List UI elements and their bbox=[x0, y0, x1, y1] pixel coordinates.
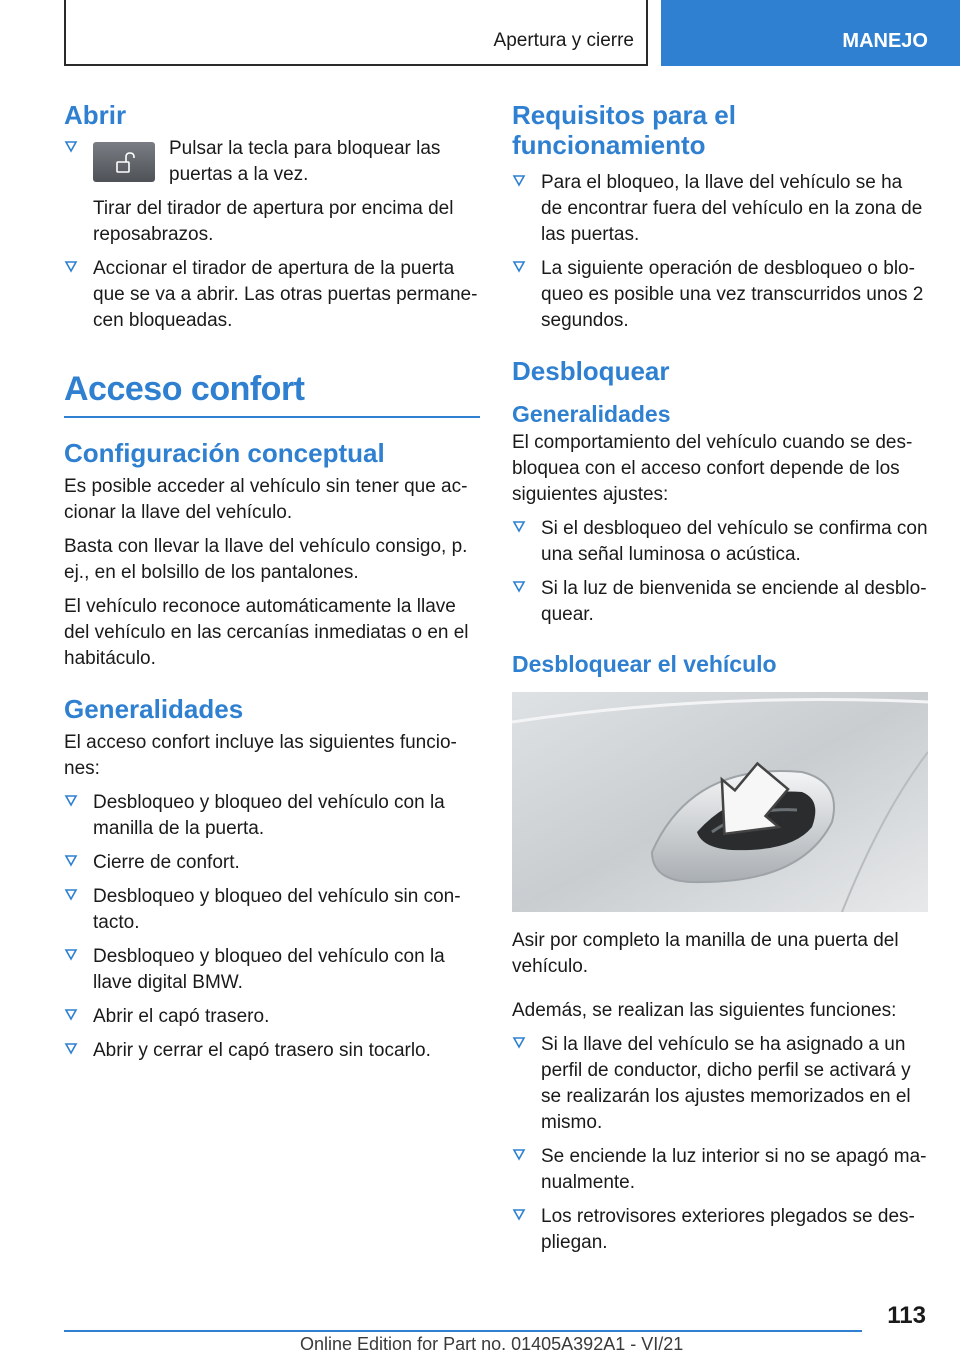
list-item-text: Si el desbloqueo del vehículo se confirma con una señal luminosa o acústica. bbox=[541, 518, 928, 565]
list-item-text: Si la llave del vehículo se ha asignado a un perfil de conductor, dicho perfil se activará y se realizarán los ajustes memorizados en el mismo. bbox=[541, 1034, 911, 1133]
list-item bbox=[64, 1004, 480, 1030]
triangle-bullet-icon bbox=[512, 259, 526, 273]
list-item bbox=[64, 944, 480, 996]
list-item bbox=[64, 850, 480, 876]
ademas-list bbox=[512, 1032, 928, 1256]
heading-desb-generalidades: Generalidades bbox=[512, 401, 671, 427]
list-item-text: Accionar el tirador de apertura de la puerta que se va a abrir. Las otras puertas permane‐cen bloqueadas. bbox=[93, 258, 478, 331]
list-item-text: Si la luz de bienvenida se enciende al desblo‐quear. bbox=[541, 578, 927, 625]
list-item bbox=[64, 1038, 480, 1064]
list-item-text: Desbloqueo y bloqueo del vehículo con la manilla de la puerta. bbox=[93, 792, 445, 839]
config-paragraph-2: Basta con llevar la llave del vehículo consigo, p. ej., en el bolsillo de los pantalones. bbox=[64, 536, 468, 583]
abrir-key-text: Pulsar la tecla para bloquear las puertas a la vez. bbox=[169, 138, 441, 185]
heading-generalidades: Generalidades bbox=[64, 694, 244, 724]
triangle-bullet-icon bbox=[64, 259, 78, 273]
photo-caption: Asir por completo la manilla de una puerta del vehículo. bbox=[512, 930, 899, 977]
list-item bbox=[64, 884, 480, 936]
page-number: 113 bbox=[887, 1302, 926, 1329]
list-item bbox=[512, 170, 928, 248]
list-item bbox=[512, 576, 928, 628]
triangle-bullet-icon bbox=[512, 173, 526, 187]
triangle-bullet-icon bbox=[64, 947, 78, 961]
triangle-bullet-icon bbox=[64, 793, 78, 807]
ademas-paragraph: Además, se realizan las siguientes funciones: bbox=[512, 1000, 897, 1021]
abrir-paragraph: Tirar del tirador de apertura por encima del reposabrazos. bbox=[93, 198, 454, 245]
list-item bbox=[512, 516, 928, 568]
triangle-bullet-icon bbox=[512, 579, 526, 593]
right-column bbox=[512, 100, 928, 1266]
door-handle-photo bbox=[512, 692, 928, 912]
header-chapter-box bbox=[661, 0, 960, 66]
list-item-text: Cierre de confort. bbox=[93, 852, 240, 873]
list-item bbox=[512, 1144, 928, 1196]
triangle-bullet-icon bbox=[64, 853, 78, 867]
list-item bbox=[64, 790, 480, 842]
triangle-bullet-icon bbox=[64, 1007, 78, 1021]
triangle-bullet-icon bbox=[64, 139, 78, 153]
config-paragraph-3: El vehículo reconoce automáticamente la llave del vehículo en las cercanías inmediatas o en el habitáculo. bbox=[64, 596, 469, 669]
list-item bbox=[512, 1032, 928, 1136]
triangle-bullet-icon bbox=[512, 1147, 526, 1161]
list-item bbox=[512, 256, 928, 334]
list-item bbox=[64, 256, 480, 334]
list-item-text: Los retrovisores exteriores plegados se des‐pliegan. bbox=[541, 1206, 915, 1253]
general-list bbox=[64, 790, 480, 1064]
unlock-button-icon bbox=[93, 142, 155, 182]
general-paragraph: El acceso confort incluye las siguientes funcio‐nes: bbox=[64, 732, 457, 779]
triangle-bullet-icon bbox=[512, 1035, 526, 1049]
heading-desbloquear-vehiculo: Desbloquear el vehículo bbox=[512, 651, 777, 677]
abrir-list bbox=[64, 256, 480, 334]
triangle-bullet-icon bbox=[64, 1041, 78, 1055]
left-column bbox=[64, 100, 480, 1074]
heading-desbloquear: Desbloquear bbox=[512, 356, 670, 386]
triangle-bullet-icon bbox=[64, 887, 78, 901]
heading-requisitos: Requisitos para el funcionamiento bbox=[512, 100, 736, 160]
requisitos-list bbox=[512, 170, 928, 334]
list-item bbox=[512, 1204, 928, 1256]
heading-configuracion: Configuración conceptual bbox=[64, 438, 385, 468]
list-item-text: Desbloqueo y bloqueo del vehículo sin con‐tacto. bbox=[93, 886, 461, 933]
section-title: Apertura y cierre bbox=[493, 30, 634, 51]
list-item-text: La siguiente operación de desbloqueo o blo‐queo es posible una vez transcurridos unos 2 segundos. bbox=[541, 258, 924, 331]
list-item-text: Desbloqueo y bloqueo del vehículo con la llave digital BMW. bbox=[93, 946, 445, 993]
config-paragraph-1: Es posible acceder al vehículo sin tener que ac‐cionar la llave del vehículo. bbox=[64, 476, 468, 523]
list-item-text: Para el bloqueo, la llave del vehículo se ha de encontrar fuera del vehículo en la zona de las puertas. bbox=[541, 172, 923, 245]
list-item-text: Se enciende la luz interior si no se apagó ma‐nualmente. bbox=[541, 1146, 927, 1193]
abrir-key-item bbox=[64, 136, 480, 188]
desb-general-list bbox=[512, 516, 928, 628]
chapter-tab: MANEJO bbox=[842, 30, 928, 52]
triangle-bullet-icon bbox=[512, 519, 526, 533]
list-item-text: Abrir y cerrar el capó trasero sin tocarlo. bbox=[93, 1040, 431, 1061]
heading-abrir: Abrir bbox=[64, 100, 127, 130]
desb-general-paragraph: El comportamiento del vehículo cuando se des‐bloquea con el acceso confort depende de los siguientes ajustes: bbox=[512, 432, 913, 505]
chapter-heading: Acceso confort bbox=[64, 368, 480, 418]
footer-divider bbox=[64, 1330, 862, 1332]
header-section-box bbox=[64, 0, 648, 66]
triangle-bullet-icon bbox=[512, 1207, 526, 1221]
footer-edition: Online Edition for Part no. 01405A392A1 - VI/21 bbox=[300, 1334, 684, 1354]
list-item-text: Abrir el capó trasero. bbox=[93, 1006, 270, 1027]
